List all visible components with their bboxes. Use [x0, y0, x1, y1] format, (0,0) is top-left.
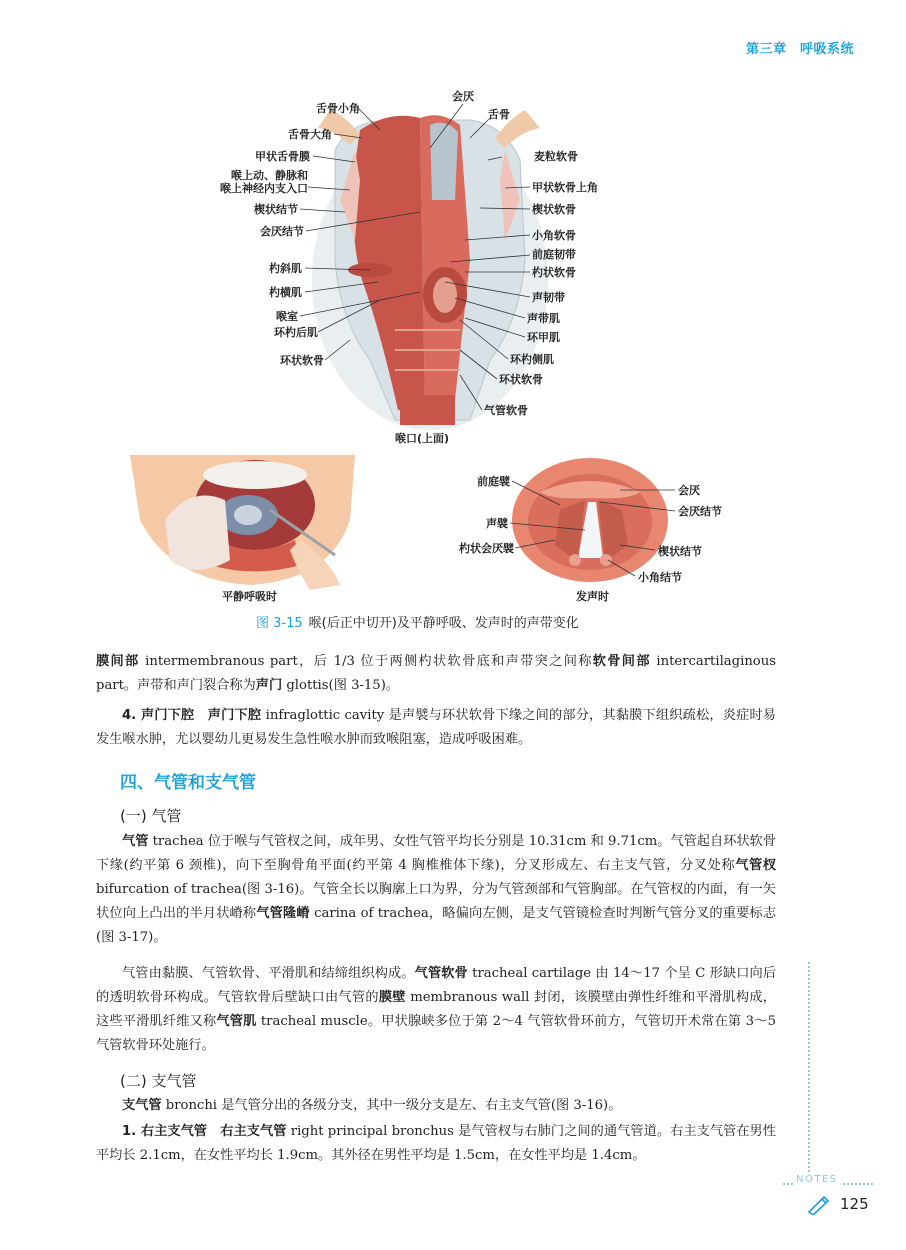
label-vocalis: 声带肌	[527, 312, 560, 325]
paragraph-3	[96, 830, 776, 950]
term-membranous-wall: 膜壁	[378, 990, 406, 1005]
label-lesser-horn: 舌骨小角	[316, 102, 360, 115]
term-infraglottic: 4. 声门下腔 声门下腔	[122, 708, 262, 723]
chapter-header: 第三章 呼吸系统	[745, 42, 854, 57]
p2-text: infraglottic cavity 是声襞与环状软骨下缘之间的部分，其黏膜下组织疏松，炎症时易发生喉水肿，尤以婴幼儿更易发生急性喉水肿而致喉阻塞，造成呼吸困难。	[96, 708, 776, 747]
caption-number: 图 3-15	[256, 616, 303, 631]
term-tracheal-muscle: 气管肌	[216, 1014, 257, 1029]
caption-text: 喉(后正中切开)及平静呼吸、发声时的声带变化	[308, 616, 579, 631]
p4-text-2: tracheal cartilage 由 14～17 个呈 C 形缺口向后的透明软骨环构成。气管软骨后壁缺口由气管的	[96, 966, 777, 1005]
p6-text: right principal bronchus 是气管杈与右肺门之间的通气管道。右主支气管在男性平均长 2.1cm，在女性平均长 1.9cm。其外径在男性平均是 1.5cm，在女性平均是 1.4cm。	[96, 1124, 776, 1163]
paragraph-2	[96, 704, 776, 752]
p3-text-2: bifurcation of trachea(图 3-16)。气管全长以胸廓上口为界，分为气管颈部和气管胸部。在气管杈的内面，有一矢状位向上凸出的半月状嵴称	[96, 882, 776, 921]
paragraph-5	[96, 1094, 776, 1118]
term-intermembranous: 膜间部	[96, 654, 140, 669]
page-number: 125	[840, 1195, 869, 1213]
label-oblique-arytenoid: 杓斜肌	[269, 262, 302, 275]
term-bronchi: 支气管	[122, 1098, 162, 1113]
notes-margin-line	[780, 962, 810, 1172]
paragraph-6	[96, 1120, 776, 1168]
p5-text: bronchi 是气管分出的各级分支，其中一级分支是左、右主支气管(图 3-16)。	[161, 1098, 622, 1113]
label-laryngeal-inlet: 喉口(上面)	[395, 432, 450, 445]
mouth-illustration	[130, 455, 355, 590]
label-ventricle: 喉室	[276, 310, 298, 323]
label-greater-horn: 舌骨大角	[288, 128, 332, 141]
figure-caption	[256, 612, 579, 631]
term-carina: 气管隆嵴	[256, 906, 310, 921]
label-corniculate-cartilage: 小角软骨	[532, 229, 576, 242]
label-corniculate-tubercle: 小角结节	[638, 571, 682, 584]
p1-text-1: intermembranous part，后 1/3 位于两侧杓状软骨底和声带突之间称	[139, 654, 593, 669]
term-intercartilaginous: 软骨间部	[592, 654, 651, 669]
label-epiglottic-tubercle-small: 会厌结节	[678, 505, 722, 518]
label-cricoid-right: 环状软骨	[499, 373, 543, 386]
label-cuneiform-tubercle: 楔状结节	[254, 203, 298, 216]
label-vocal-ligament: 声韧带	[532, 291, 565, 304]
label-epiglottis: 会厌	[452, 90, 474, 103]
pen-icon	[806, 1193, 832, 1215]
label-cricothyroid: 环甲肌	[527, 331, 560, 344]
notes-label: NOTES	[793, 1174, 841, 1185]
label-triticeous-cartilage: 麦粒软骨	[534, 150, 578, 163]
term-right-bronchus: 1. 右主支气管 右主支气管	[122, 1124, 287, 1139]
label-vestibular-fold: 前庭襞	[477, 475, 510, 488]
subsection-trachea: (一) 气管	[120, 807, 182, 825]
label-vestibular-ligament: 前庭韧带	[532, 248, 576, 261]
paragraph-4	[96, 962, 776, 1058]
label-cuneiform-tubercle-small: 楔状结节	[658, 545, 702, 558]
label-thyrohyoid-membrane: 甲状舌骨膜	[255, 150, 310, 163]
label-phonation: 发声时	[576, 590, 609, 603]
p1-text-3: glottis(图 3-15)。	[282, 678, 400, 693]
term-trachea: 气管	[122, 834, 149, 849]
p3-text-3: carina of trachea，略偏向左侧，是支气管镜检查时判断气管分叉的重要标志(图 3-17)。	[96, 906, 777, 945]
section-title: 四、气管和支气管	[120, 773, 256, 793]
p4-text-1: 气管由黏膜、气管软骨、平滑肌和结缔组织构成。	[122, 966, 415, 981]
term-bifurcation: 气管杈	[735, 858, 777, 873]
label-tracheal-cartilage: 气管软骨	[484, 404, 528, 417]
p4-text-3: membranous wall 封闭，该膜壁由弹性纤维和平滑肌构成，这些平滑肌纤维又称	[96, 990, 776, 1029]
p4-text-4: tracheal muscle。甲状腺峡多位于第 2～4 气管软骨环前方，气管切开术常在第 3～5 气管软骨环处施行。	[96, 1014, 777, 1053]
label-epiglottis-small: 会厌	[678, 484, 700, 497]
term-glottis: 声门	[255, 678, 283, 693]
p3-text-1: trachea 位于喉与气管杈之间，成年男、女性气管平均长分别是 10.31cm 和 9.71cm。气管起自环状软骨下缘(约平第 6 颈椎)，向下至胸骨角平面(约平第 4 胸椎椎体下缘)，分叉形成左、右主支气管，分叉处称	[96, 834, 777, 873]
label-epiglottic-tubercle: 会厌结节	[260, 225, 304, 238]
label-superior-vessels-2: 喉上神经内支入口	[220, 182, 308, 195]
label-transverse-arytenoid: 杓横肌	[269, 286, 302, 299]
label-cuneiform-cartilage: 楔状软骨	[532, 203, 576, 216]
label-quiet-breathing: 平静呼吸时	[222, 590, 277, 603]
label-vocal-fold: 声襞	[486, 517, 508, 530]
p1-text-2: intercartilaginous part。声带和声门裂合称为	[96, 654, 777, 693]
label-posterior-cricoarytenoid: 环杓后肌	[274, 326, 318, 339]
label-arytenoid-cartilage: 杓状软骨	[532, 266, 576, 279]
label-hyoid: 舌骨	[488, 108, 510, 121]
glottis-illustration	[512, 458, 668, 582]
label-cricoid-left: 环状软骨	[280, 354, 324, 367]
label-superior-vessels-1: 喉上动、静脉和	[231, 169, 308, 182]
label-aryepiglottic-fold: 杓状会厌襞	[459, 542, 514, 555]
term-tracheal-cartilage: 气管软骨	[414, 966, 468, 981]
label-lateral-cricoarytenoid: 环杓侧肌	[510, 353, 554, 366]
subsection-bronchi: (二) 支气管	[120, 1072, 197, 1090]
figure-3-15	[0, 0, 906, 620]
paragraph-1	[96, 650, 776, 698]
label-superior-horn: 甲状软骨上角	[532, 181, 598, 194]
